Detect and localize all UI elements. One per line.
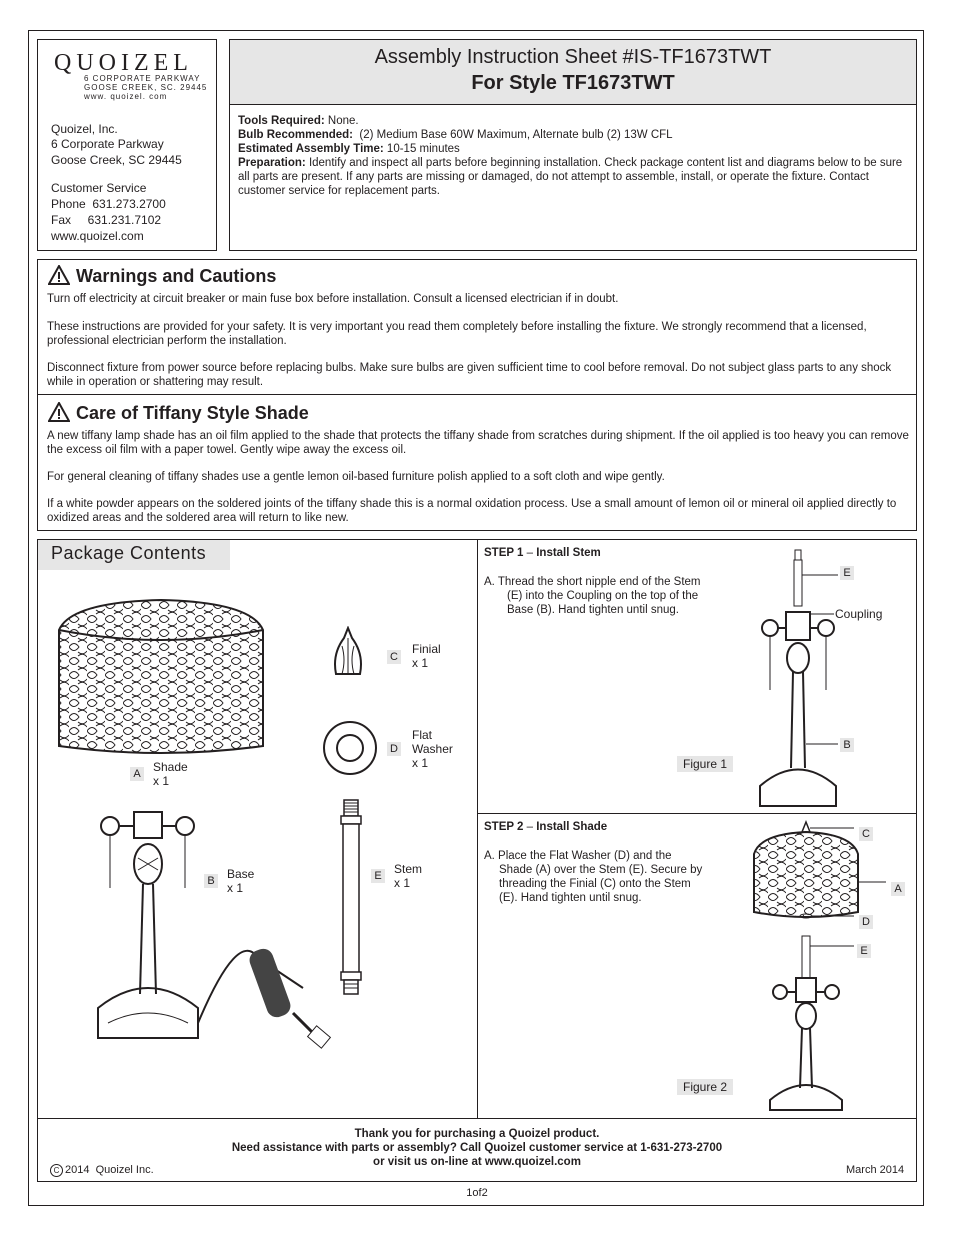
footer-box xyxy=(37,1118,917,1182)
header-box xyxy=(229,39,917,251)
step1-title: STEP 1 xyxy=(484,547,524,559)
company-city: Goose Creek, SC 29445 xyxy=(51,153,182,167)
washer-illustration xyxy=(322,720,378,776)
diagram-divider-vertical xyxy=(477,540,478,1118)
base-illustration xyxy=(88,808,368,1058)
warnings-title: Warnings and Cautions xyxy=(76,266,277,286)
part-b-name: Base xyxy=(227,867,255,881)
part-b-qty: x 1 xyxy=(227,881,244,895)
step2-label-e: E xyxy=(857,944,871,958)
part-a-name: Shade xyxy=(153,760,188,774)
revision-date: March 2014 xyxy=(846,1164,905,1176)
step1-heading xyxy=(484,547,601,559)
step1-illustration xyxy=(758,548,868,810)
company-phone: Phone 631.273.2700 xyxy=(51,197,166,211)
part-a-letter: A xyxy=(130,767,144,781)
company-box xyxy=(37,39,217,251)
warnings-p2: These instructions are provided for your safety. It is very important you read them completely before installing the fixture. We strongly recommend that a licensed, professional electrician perform the installation. xyxy=(47,321,867,347)
company-name: Quoizel, Inc. xyxy=(51,122,118,136)
tools-value: None. xyxy=(324,115,359,127)
step1-label-coupling: Coupling xyxy=(835,607,883,621)
part-c-letter: C xyxy=(387,650,401,664)
copyright-line xyxy=(50,1164,154,1177)
part-d-name: Flat xyxy=(412,728,433,742)
caution-icon xyxy=(48,402,70,422)
step1-label-e: E xyxy=(840,566,854,580)
step2-illustration xyxy=(750,820,900,1112)
header-subtitle: For Style TF1673TWT xyxy=(471,72,675,94)
step1-label-b: B xyxy=(840,738,854,752)
care-box xyxy=(37,394,917,531)
company-logo: QUOIZEL xyxy=(54,50,193,76)
part-d-letter: D xyxy=(387,742,401,756)
part-e-name: Stem xyxy=(394,862,423,876)
copyright-text: 2014 Quoizel Inc. xyxy=(65,1164,154,1176)
part-e-qty: x 1 xyxy=(394,876,411,890)
stem-illustration xyxy=(336,798,366,998)
package-title: Package Contents xyxy=(51,543,207,563)
warnings-p3: Disconnect fixture from power source before replacing bulbs. Make sure bulbs are given sufficient time to cool before removal. Do not subject glass parts to any shock while in operation or shattering may result. xyxy=(47,362,892,388)
footer-line1: Thank you for purchasing a Quoizel product. xyxy=(354,1128,600,1140)
step2-label-c: C xyxy=(859,827,873,841)
prep-line xyxy=(238,156,910,198)
bulb-line xyxy=(238,128,910,142)
copyright-symbol: C xyxy=(50,1164,63,1177)
step1-dash: – xyxy=(523,547,537,559)
bulb-value: (2) Medium Base 60W Maximum, Alternate bulb (2) 13W CFL xyxy=(353,129,673,141)
part-e-letter: E xyxy=(371,869,385,883)
prep-value: Identify and inspect all parts before beginning installation. Check package content list and diagrams below to be sure all parts are present. If any parts are missing or damaged, do not attempt to assemble, install, or operate the fixture. Contact customer service for replacement parts. xyxy=(238,157,903,197)
warnings-p1: Turn off electricity at circuit breaker or main fuse box before installation. Consult a licensed electrician if in doubt. xyxy=(47,293,619,305)
finial-illustration xyxy=(328,626,368,680)
shade-illustration xyxy=(51,598,271,758)
diagram-box xyxy=(37,539,917,1119)
step2-line3: threading the Finial (C) onto the Stem xyxy=(499,878,691,890)
part-c-qty: x 1 xyxy=(412,656,429,670)
step2-label-a: A xyxy=(891,882,905,896)
part-c-name: Finial xyxy=(412,642,441,656)
figure-1-label: Figure 1 xyxy=(677,756,733,772)
step2-label-d: D xyxy=(859,915,873,929)
customer-service-title: Customer Service xyxy=(51,181,147,195)
step2-line2: Shade (A) over the Stem (E). Secure by xyxy=(499,864,703,876)
logo-website: www. quoizel. com xyxy=(84,92,168,101)
time-value: 10-15 minutes xyxy=(383,143,460,155)
step2-line1: A. Place the Flat Washer (D) and the xyxy=(484,850,672,862)
figure-2-label: Figure 2 xyxy=(677,1079,733,1095)
step2-name: Install Shade xyxy=(536,821,608,833)
diagram-divider-horizontal xyxy=(478,813,917,814)
logo-address-1: 6 CORPORATE PARKWAY xyxy=(84,74,201,83)
warnings-heading xyxy=(48,265,276,287)
part-d-name-2: Washer xyxy=(412,742,453,756)
time-label: Estimated Assembly Time: xyxy=(238,143,384,155)
care-title: Care of Tiffany Style Shade xyxy=(76,403,309,423)
care-p2: For general cleaning of tiffany shades use a gentle lemon oil-based furniture polish applied to a soft cloth and wipe gently. xyxy=(47,471,665,483)
part-b-letter: B xyxy=(204,874,218,888)
step2-dash: – xyxy=(523,821,537,833)
step2-heading xyxy=(484,821,607,833)
info-block xyxy=(238,114,910,198)
company-fax: Fax 631.231.7102 xyxy=(51,213,162,227)
footer-line3: or visit us on-line at www.quoizel.com xyxy=(373,1156,581,1168)
tools-line xyxy=(238,114,910,128)
time-line xyxy=(238,142,910,156)
step1-line1: A. Thread the short nipple end of the Stem xyxy=(484,576,701,588)
company-street: 6 Corporate Parkway xyxy=(51,137,164,151)
footer-line2: Need assistance with parts or assembly? Call Quoizel customer service at 1-631-273-2700 xyxy=(231,1142,723,1154)
step1-line3: Base (B). Hand tighten until snug. xyxy=(507,604,679,616)
page-number: 1of2 xyxy=(466,1187,488,1199)
warnings-box xyxy=(37,259,917,395)
care-p1: A new tiffany lamp shade has an oil film applied to the shade that protects the tiffany shade from scratches during shipment. If the oil applied is too heavy you can remove the excess oil film with a paper towel. Gently wipe away the excess oil. xyxy=(47,430,909,456)
step1-name: Install Stem xyxy=(536,547,601,559)
part-a-qty: x 1 xyxy=(153,774,170,788)
step2-line4: (E). Hand tighten until snug. xyxy=(499,892,642,904)
bulb-label: Bulb Recommended: xyxy=(238,129,354,141)
step1-line2: (E) into the Coupling on the top of the xyxy=(507,590,699,602)
prep-label: Preparation: xyxy=(238,157,306,169)
logo-address-2: GOOSE CREEK, SC. 29445 xyxy=(84,83,208,92)
tools-label: Tools Required: xyxy=(238,115,325,127)
header-title: Assembly Instruction Sheet #IS-TF1673TWT xyxy=(374,46,772,68)
part-d-qty: x 1 xyxy=(412,756,429,770)
warning-icon xyxy=(48,265,70,285)
step2-title: STEP 2 xyxy=(484,821,524,833)
care-heading xyxy=(48,402,309,424)
company-web: www.quoizel.com xyxy=(51,229,144,243)
care-p3: If a white powder appears on the soldered joints of the tiffany shade this is a normal oxidation process. Use a small amount of lemon oil or mineral oil applied directly to oxidized areas and the soldered area will return to like new. xyxy=(47,498,897,524)
